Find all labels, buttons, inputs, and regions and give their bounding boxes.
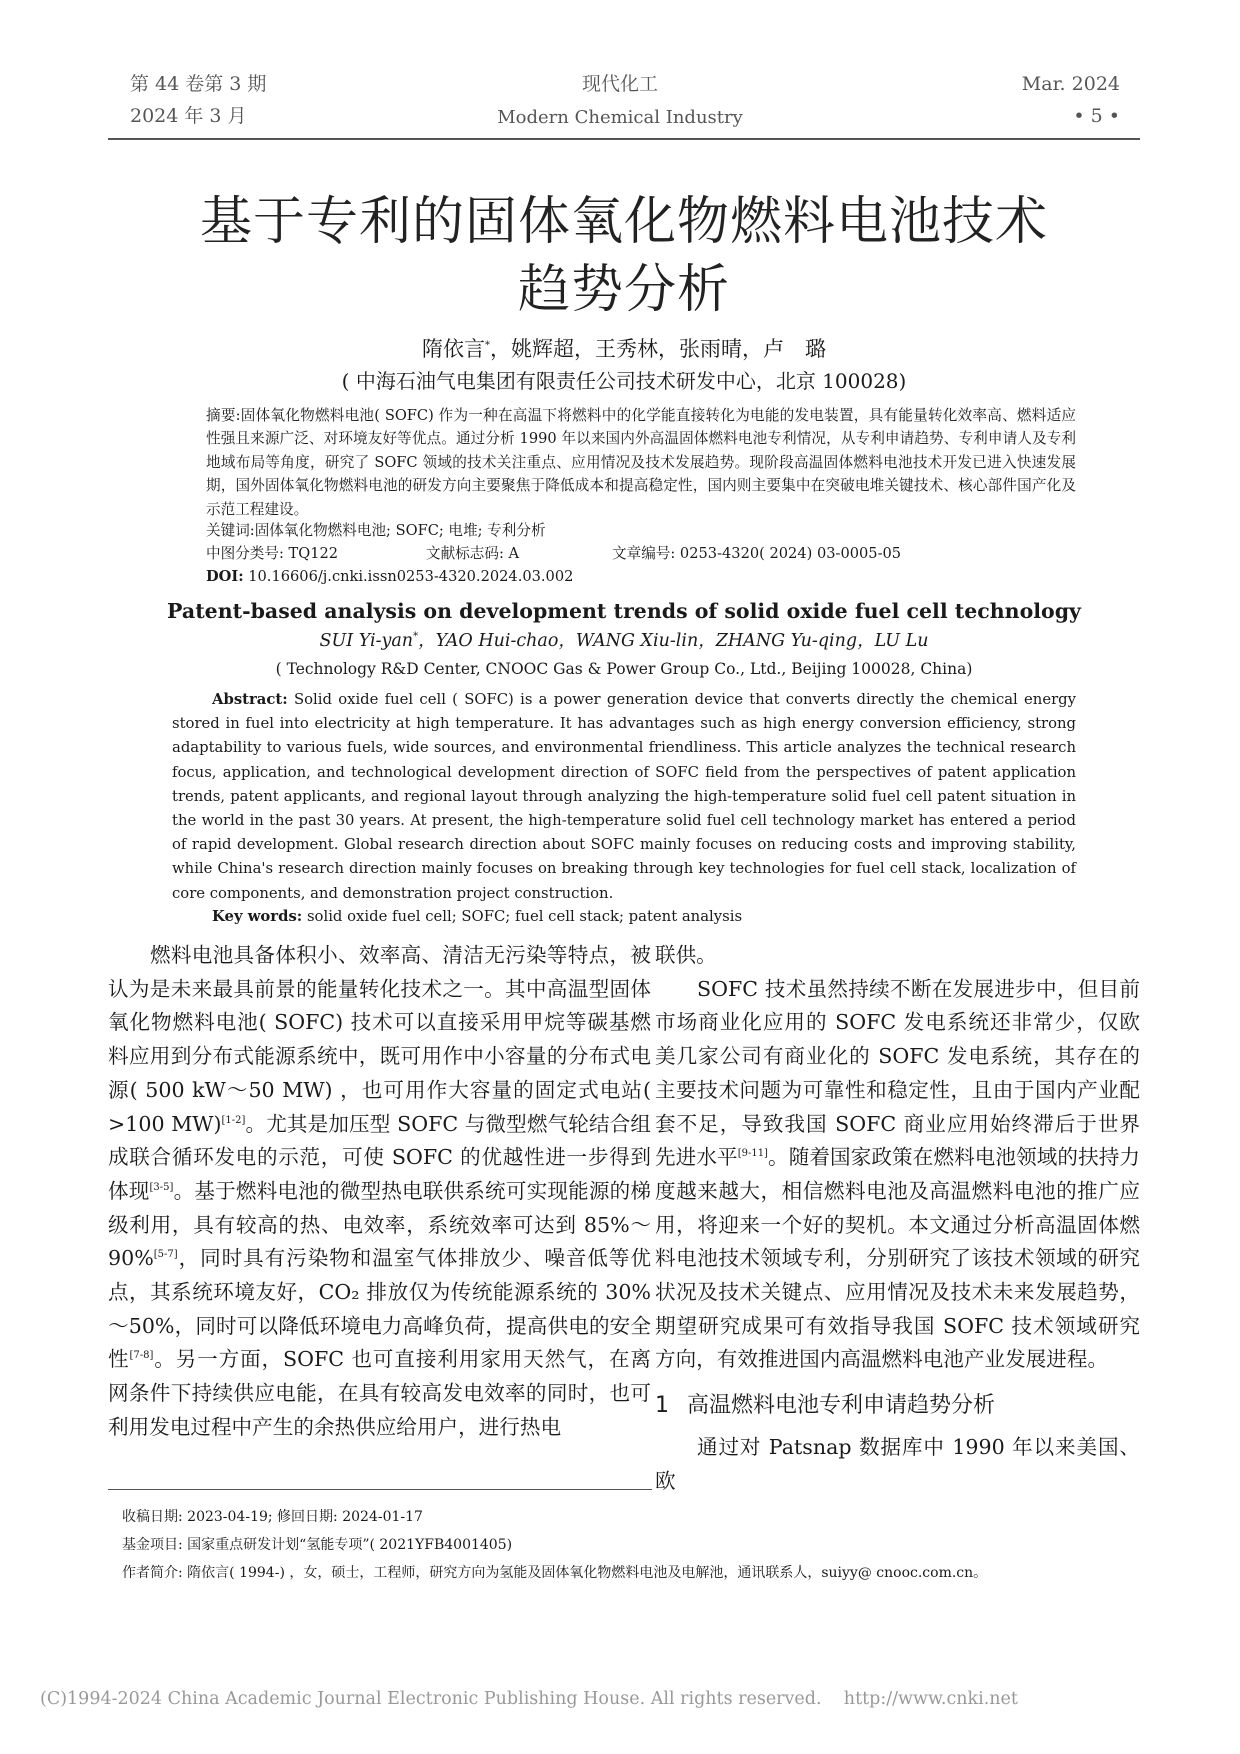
body-text: 。随着国家政策在燃料电池领域的扶持力度越来越大，相信燃料电池及高温燃料电池的推广应用，将迎来一个好的契机。本文通过分析高温固体燃料电池技术领域专利，分别研究了该技术领域的研究状况及技术关键点、应用情况及技术未来发展趋势，期望研究成果可有效指导我国 SOFC 技术领域研究方向，有效推进国内高温燃料电池产业发展进程。 [655, 1145, 1141, 1372]
other-authors-en: ，YAO Hui-chao，WANG Xiu-lin，ZHANG Yu-qing，LU Lu [418, 631, 929, 651]
keywords-cn-label: 关键词: [206, 522, 255, 539]
copyright-notice: (C)1994-2024 China Academic Journal Electronic Publishing House. All rights reserved. http://www.cnki.net [40, 1689, 1018, 1709]
keywords-cn-text: 固体氧化物燃料电池; SOFC; 电堆; 专利分析 [254, 522, 546, 539]
corresponding-mark: * [485, 340, 490, 351]
body-text: 。基于燃料电池的微型热电联供系统可实现能源的梯级利用，具有较高的热、电效率，系统效率可达到 85%～90% [108, 1178, 652, 1271]
citation: [1-2] [221, 1114, 246, 1126]
paper-title-cn [108, 188, 1140, 324]
authors-cn [108, 334, 1140, 364]
keywords-en [212, 905, 1072, 929]
body-text: ，同时具有污染物和温室气体排放少、噪音低等优点，其系统环境友好，CO₂ 排放仅为传统能源系统的 30%～50%，同时可以降低环境电力高峰负荷，提高供电的安全性 [108, 1246, 651, 1372]
journal-name-en: Modern Chemical Industry [497, 107, 743, 128]
volume-issue: 第 44 卷第 3 期 [130, 73, 267, 95]
abstract-cn-label: 摘要: [206, 407, 241, 424]
section-number: 1 [655, 1393, 669, 1419]
keywords-en-text: solid oxide fuel cell; SOFC; fuel cell stack; patent analysis [306, 908, 743, 925]
body-paragraph [655, 973, 1140, 1377]
affiliation-en: ( Technology R&D Center, CNOOC Gas & Power Group Co., Ltd., Beijing 100028, China) [275, 660, 973, 678]
body-text: SOFC 技术虽然持续不断在发展进步中，但目前市场商业化应用的 SOFC 发电系统还非常少，仅欧美几家公司有商业化的 SOFC 发电系统，其存在的主要技术问题为可靠性和稳定性，且由于国内产业配套不足，导致我国 SOFC 商业应用始终滞后于世界先进水平 [655, 976, 1140, 1170]
other-authors-cn: ，姚辉超，王秀林，张雨晴，卢 璐 [490, 337, 826, 361]
body-text: 燃料电池具备体积小、效率高、清洁无污染等特点，被认为是未来最具前景的能量转化技术之一。其中高温型固体氧化物燃料电池( SOFC) 技术可以直接采用甲烷等碳基燃料应用到分布式能源系统中，既可用作中小容量的分布式电源( 500 kW～50 MW) ，也可用作大容量的固定式电站( >100 MW) [108, 943, 651, 1136]
page-number: • 5 • [1073, 105, 1120, 127]
header-rule [108, 138, 1140, 140]
received-date: 收稿日期: 2023-04-19; 修回日期: 2024-01-17 [122, 1509, 423, 1525]
citation: [5-7] [153, 1249, 178, 1261]
journal-name-cn: 现代化工 [581, 73, 658, 95]
title-line-1: 基于专利的固体氧化物燃料电池技术 [199, 192, 1048, 252]
first-author-cn: 隋依言 [422, 337, 485, 361]
citation: [3-5] [149, 1182, 174, 1194]
issue-date-en: Mar. 2024 [1021, 73, 1120, 95]
abstract-en-text: Solid oxide fuel cell ( SOFC) is a power generation device that converts directly the chemical energy stored in fuel into electricity at high temperature. It has advantages such as high energy conversion efficiency, strong adaptability to various fuels, wide sources, and environmental friendliness. This article analyzes the technical research focus, application, and technological development direction of SOFC field from the perspectives of patent application trends, patent applicants, and regional layout through analyzing the high-temperature solid fuel cell patent situation in the world in the past 30 years. At present, the high-temperature solid fuel cell technology market has entered a period of rapid development. Global research direction about SOFC mainly focuses on reducing costs and improving stability, while China's research direction mainly focuses on breaking through key technologies for fuel cell stack, localization of core components, and demonstration project construction. [172, 691, 1076, 902]
keywords-en-label: Key words: [212, 908, 303, 925]
author-bio: 作者简介: 隋依言( 1994-) ，女，硕士，工程师，研究方向为氢能及固体氧化物燃料电池及电解池，通讯联系人，suiyy@ cnooc.com.cn。 [122, 1565, 988, 1581]
affiliation-cn: ( 中海石油气电集团有限责任公司技术研发中心，北京 100028) [341, 369, 907, 393]
body-paragraph: 联供。 [655, 943, 717, 967]
doi-value: 10.16606/j.cnki.issn0253-4320.2024.03.002 [248, 568, 574, 585]
doi-label: DOI: [206, 568, 244, 585]
issue-date-cn: 2024 年 3 月 [130, 105, 247, 127]
first-author-en: SUI Yi-yan [319, 631, 414, 651]
abstract-en-label: Abstract: [212, 691, 288, 708]
body-left-column [108, 939, 651, 1445]
paper-title-en: Patent-based analysis on development trends of solid oxide fuel cell technology [167, 599, 1081, 623]
abstract-cn [206, 404, 1076, 521]
body-right-column [655, 939, 1140, 1498]
section-title: 高温燃料电池专利申请趋势分析 [687, 1393, 996, 1419]
section-heading [655, 1389, 1140, 1423]
body-text: 。另一方面，SOFC 也可直接利用家用天然气，在离网条件下持续供应电能，在具有较高发电效率的同时，也可利用发电过程中产生的余热供应给用户，进行热电 [108, 1347, 651, 1439]
doi [206, 565, 1076, 588]
abstract-en [172, 688, 1076, 906]
footnote-rule [108, 1489, 652, 1490]
clc-number: 中图分类号: TQ122 [206, 545, 339, 562]
corresponding-mark-en: * [413, 631, 419, 643]
fund-info: 基金项目: 国家重点研发计划“氢能专项”( 2021YFB4001405) [122, 1537, 513, 1553]
citation: [9-11] [737, 1148, 768, 1160]
keywords-cn [206, 519, 1076, 542]
abstract-cn-text: 固体氧化物燃料电池( SOFC) 作为一种在高温下将燃料中的化学能直接转化为电能的发电装置，具有能量转化效率高、燃料适应性强且来源广泛、对环境友好等优点。通过分析 1990 年以来国内外高温固体燃料电池专利情况，从专利申请趋势、专利申请人及专利地域布局等角度，研究了 SOFC 领域的技术关注重点、应用情况及技术发展趋势。现阶段高温固体燃料电池技术开发已进入快速发展期，国外固体氧化物燃料电池的研发方向主要聚焦于降低成本和提高稳定性，国内则主要集中在突破电堆关键技术、核心部件国产化及示范工程建设。 [206, 407, 1076, 518]
footnotes [122, 1503, 1122, 1587]
document-code: 文献标志码: A [426, 545, 520, 562]
authors-en [108, 628, 1140, 654]
body-text: 。尤其是加压型 SOFC 与微型燃气轮结合组成联合循环发电的示范，可使 SOFC 的优越性进一步得到体现 [108, 1111, 651, 1203]
body-paragraph: 通过对 Patsnap 数据库中 1990 年以来美国、欧 [655, 1434, 1140, 1493]
citation: [7-8] [129, 1350, 154, 1362]
body-paragraph [108, 939, 651, 1445]
title-line-2: 趋势分析 [517, 260, 730, 320]
article-number: 文章编号: 0253-4320( 2024) 03-0005-05 [612, 545, 902, 562]
